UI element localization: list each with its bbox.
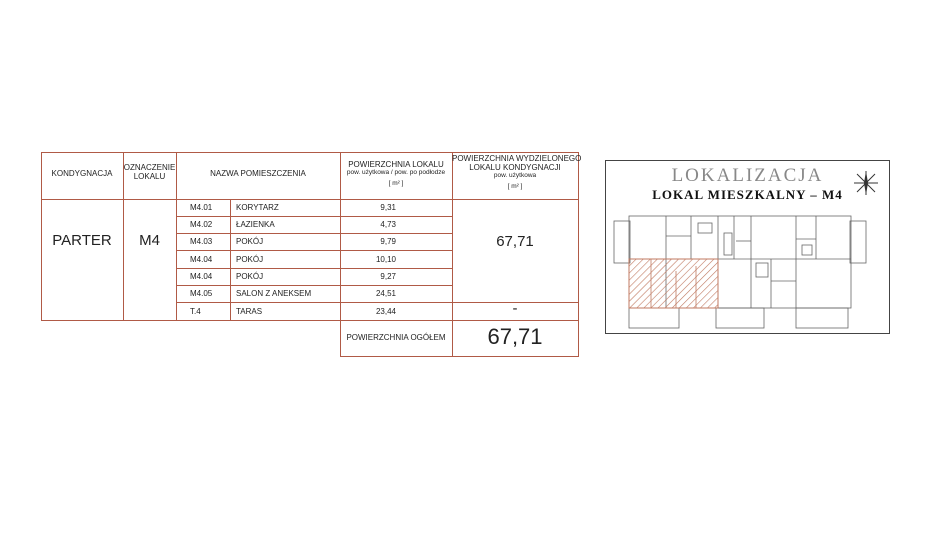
- room-code: M4.05: [190, 289, 213, 298]
- room-code: M4.04: [190, 272, 213, 281]
- header-nazwa: NAZWA POMIESZCZENIA: [210, 169, 306, 178]
- header-kondygnacja: KONDYGNACJA: [51, 169, 113, 178]
- taras-wydzielona-value: -: [512, 300, 518, 317]
- room-name: KORYTARZ: [236, 203, 279, 212]
- room-name: SALON Z ANEKSEM: [236, 289, 312, 298]
- room-name: POKÓJ: [236, 272, 264, 281]
- kondygnacja-value: PARTER: [52, 232, 112, 249]
- header-powierzchnia-unit: [ m² ]: [388, 180, 404, 187]
- header-wydzielona-line2: LOKALU KONDYGNACJI: [469, 163, 561, 172]
- room-area: 23,44: [375, 307, 396, 316]
- room-area: 9,31: [380, 203, 396, 212]
- total-value: 67,71: [487, 324, 543, 349]
- compass-rose-icon: [852, 169, 880, 197]
- highlighted-unit: [629, 259, 718, 308]
- location-title: LOKALIZACJA: [671, 165, 824, 186]
- room-name: ŁAZIENKA: [236, 220, 275, 229]
- room-name: POKÓJ: [236, 255, 264, 264]
- header-oznaczenie-line2: LOKALU: [133, 172, 166, 181]
- room-code: M4.04: [190, 255, 213, 264]
- room-name: POKÓJ: [236, 237, 264, 246]
- location-panel: [605, 160, 890, 334]
- room-code: M4.02: [190, 220, 213, 229]
- room-name: TARAS: [236, 307, 263, 316]
- total-label: POWIERZCHNIA OGÓŁEM: [346, 333, 446, 342]
- header-wydzielona-line1: POWIERZCHNIA WYDZIELONEGO: [452, 154, 582, 163]
- room-area: 9,79: [380, 237, 396, 246]
- room-area: 9,27: [380, 272, 396, 281]
- room-area: 24,51: [375, 289, 396, 298]
- header-wydzielona-sub: pow. użytkowa: [493, 172, 537, 179]
- header-powierzchnia: [340, 160, 452, 187]
- wydzielona-value: 67,71: [496, 233, 534, 250]
- floor-plan: [606, 211, 889, 333]
- room-area: 10,10: [375, 255, 396, 264]
- header-oznaczenie: [123, 163, 176, 181]
- lokal-value: M4: [139, 232, 160, 249]
- room-area: 4,73: [380, 220, 396, 229]
- header-powierzchnia-sub: pow. użytkowa / pow. po podłodze: [346, 169, 446, 176]
- header-powierzchnia-title: POWIERZCHNIA LOKALU: [348, 160, 444, 169]
- header-wydzielona: [452, 154, 582, 190]
- location-subtitle: LOKAL MIESZKALNY – M4: [652, 187, 843, 202]
- room-code: M4.03: [190, 237, 213, 246]
- header-oznaczenie-line1: OZNACZENIE: [123, 163, 176, 172]
- room-code: M4.01: [190, 203, 213, 212]
- header-wydzielona-unit: [ m² ]: [507, 183, 523, 190]
- room-code: T.4: [190, 307, 201, 316]
